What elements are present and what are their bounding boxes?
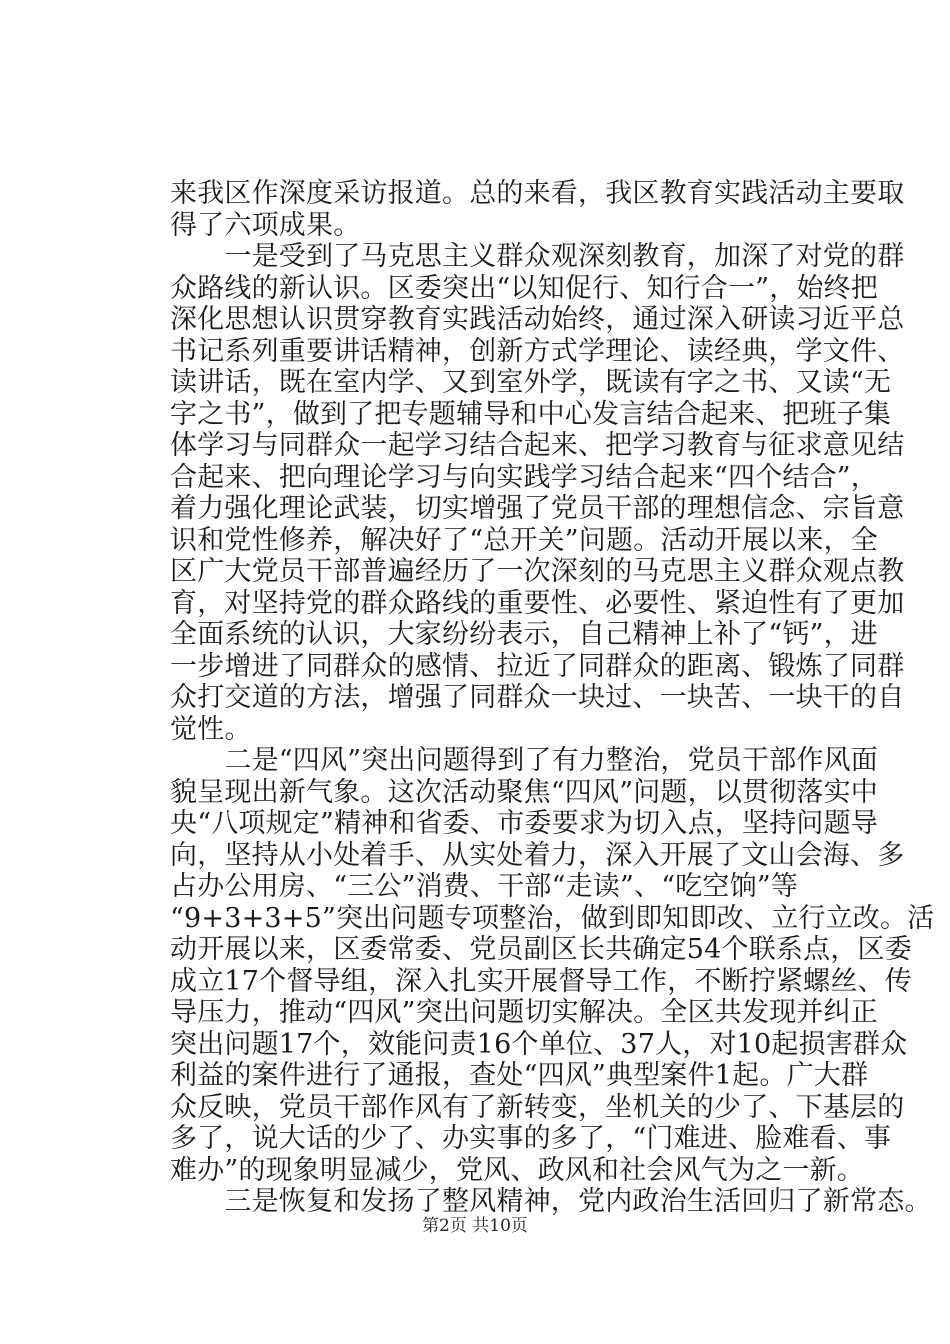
text-line: 深化思想认识贯穿教育实践活动始终，通过深入研读习近平总	[170, 304, 905, 335]
text-line: 众路线的新认识。区委突出“以知促行、知行合一”，始终把	[170, 272, 879, 304]
text-line: 一步增进了同群众的感情、拉近了同群众的距离、锻炼了同群	[170, 650, 905, 682]
text-line: 利益的案件进行了通报，查处“四风”典型案件1起。广大群	[170, 1060, 869, 1091]
text-line: 三是恢复和发扬了整风精神，党内政治生活回归了新常态。	[170, 1186, 932, 1217]
text-line: 识和党性修养，解决好了“总开关”问题。活动开展以来，全	[170, 524, 879, 556]
text-line: 二是“四风”突出问题得到了有力整治，党员干部作风面	[170, 745, 879, 776]
text-line: 央“八项规定”精神和省委、市委要求为切入点，坚持问题导	[170, 808, 879, 839]
text-line: 觉性。	[170, 713, 252, 745]
text-line: 突出问题17个，效能问责16个单位、37人，对10起损害群众	[170, 1028, 908, 1060]
text-line: 难办”的现象明显减少，党风、政风和社会风气为之一新。	[170, 1154, 865, 1186]
text-line: 动开展以来，区委常委、党员副区长共确定54个联系点，区委	[170, 934, 912, 965]
text-line: 育，对坚持党的群众路线的重要性、必要性、紧迫性有了更加	[170, 587, 905, 619]
text-line: 区广大党员干部普遍经历了一次深刻的马克思主义群众观点教	[170, 556, 905, 587]
text-line: 众打交道的方法，增强了同群众一块过、一块苦、一块干的自	[170, 682, 905, 713]
text-line: 貌呈现出新气象。这次活动聚焦“四风”问题，以贯彻落实中	[170, 776, 879, 808]
text-line: 众反映，党员干部作风有了新转变，坐机关的少了、下基层的	[170, 1091, 905, 1123]
text-line: 得了六项成果。	[170, 209, 361, 241]
text-line: 读讲话，既在室内学、又到室外学，既读有字之书、又读“无	[170, 367, 892, 398]
text-line: 导压力，推动“四风”突出问题切实解决。全区共发现并纠正	[170, 997, 879, 1028]
text-line: 向，坚持从小处着手、从实处着力，深入开展了文山会海、多	[170, 839, 905, 871]
text-line: 着力强化理论武装，切实增强了党员干部的理想信念、宗旨意	[170, 493, 905, 524]
text-line: 占办公用房、“三公”消费、干部“走读”、“吃空饷”等	[170, 871, 799, 902]
text-line: 合起来、把向理论学习与向实践学习结合起来“四个结合”，	[170, 461, 879, 493]
text-line: 全面系统的认识，大家纷纷表示，自己精神上补了“钙”，进	[170, 619, 879, 650]
page-number-footer: 第2页 共10页	[422, 1216, 528, 1236]
text-line: 一是受到了马克思主义群众观深刻教育，加深了对党的群	[170, 241, 905, 272]
text-line: 来我区作深度采访报道。总的来看，我区教育实践活动主要取	[170, 178, 905, 209]
text-line: 书记系列重要讲话精神，创新方式学理论、读经典，学文件、	[170, 335, 905, 367]
text-line: 字之书”，做到了把专题辅导和中心发言结合起来、把班子集	[170, 398, 892, 430]
text-line: 多了，说大话的少了、办实事的多了，“门难进、脸难看、事	[170, 1123, 892, 1154]
text-line: “9+3+3+5”突出问题专项整治，做到即知即改、立行立改。活	[170, 902, 935, 934]
text-line: 成立17个督导组，深入扎实开展督导工作，不断拧紧螺丝、传	[170, 965, 912, 997]
text-line: 体学习与同群众一起学习结合起来、把学习教育与征求意见结	[170, 430, 905, 461]
